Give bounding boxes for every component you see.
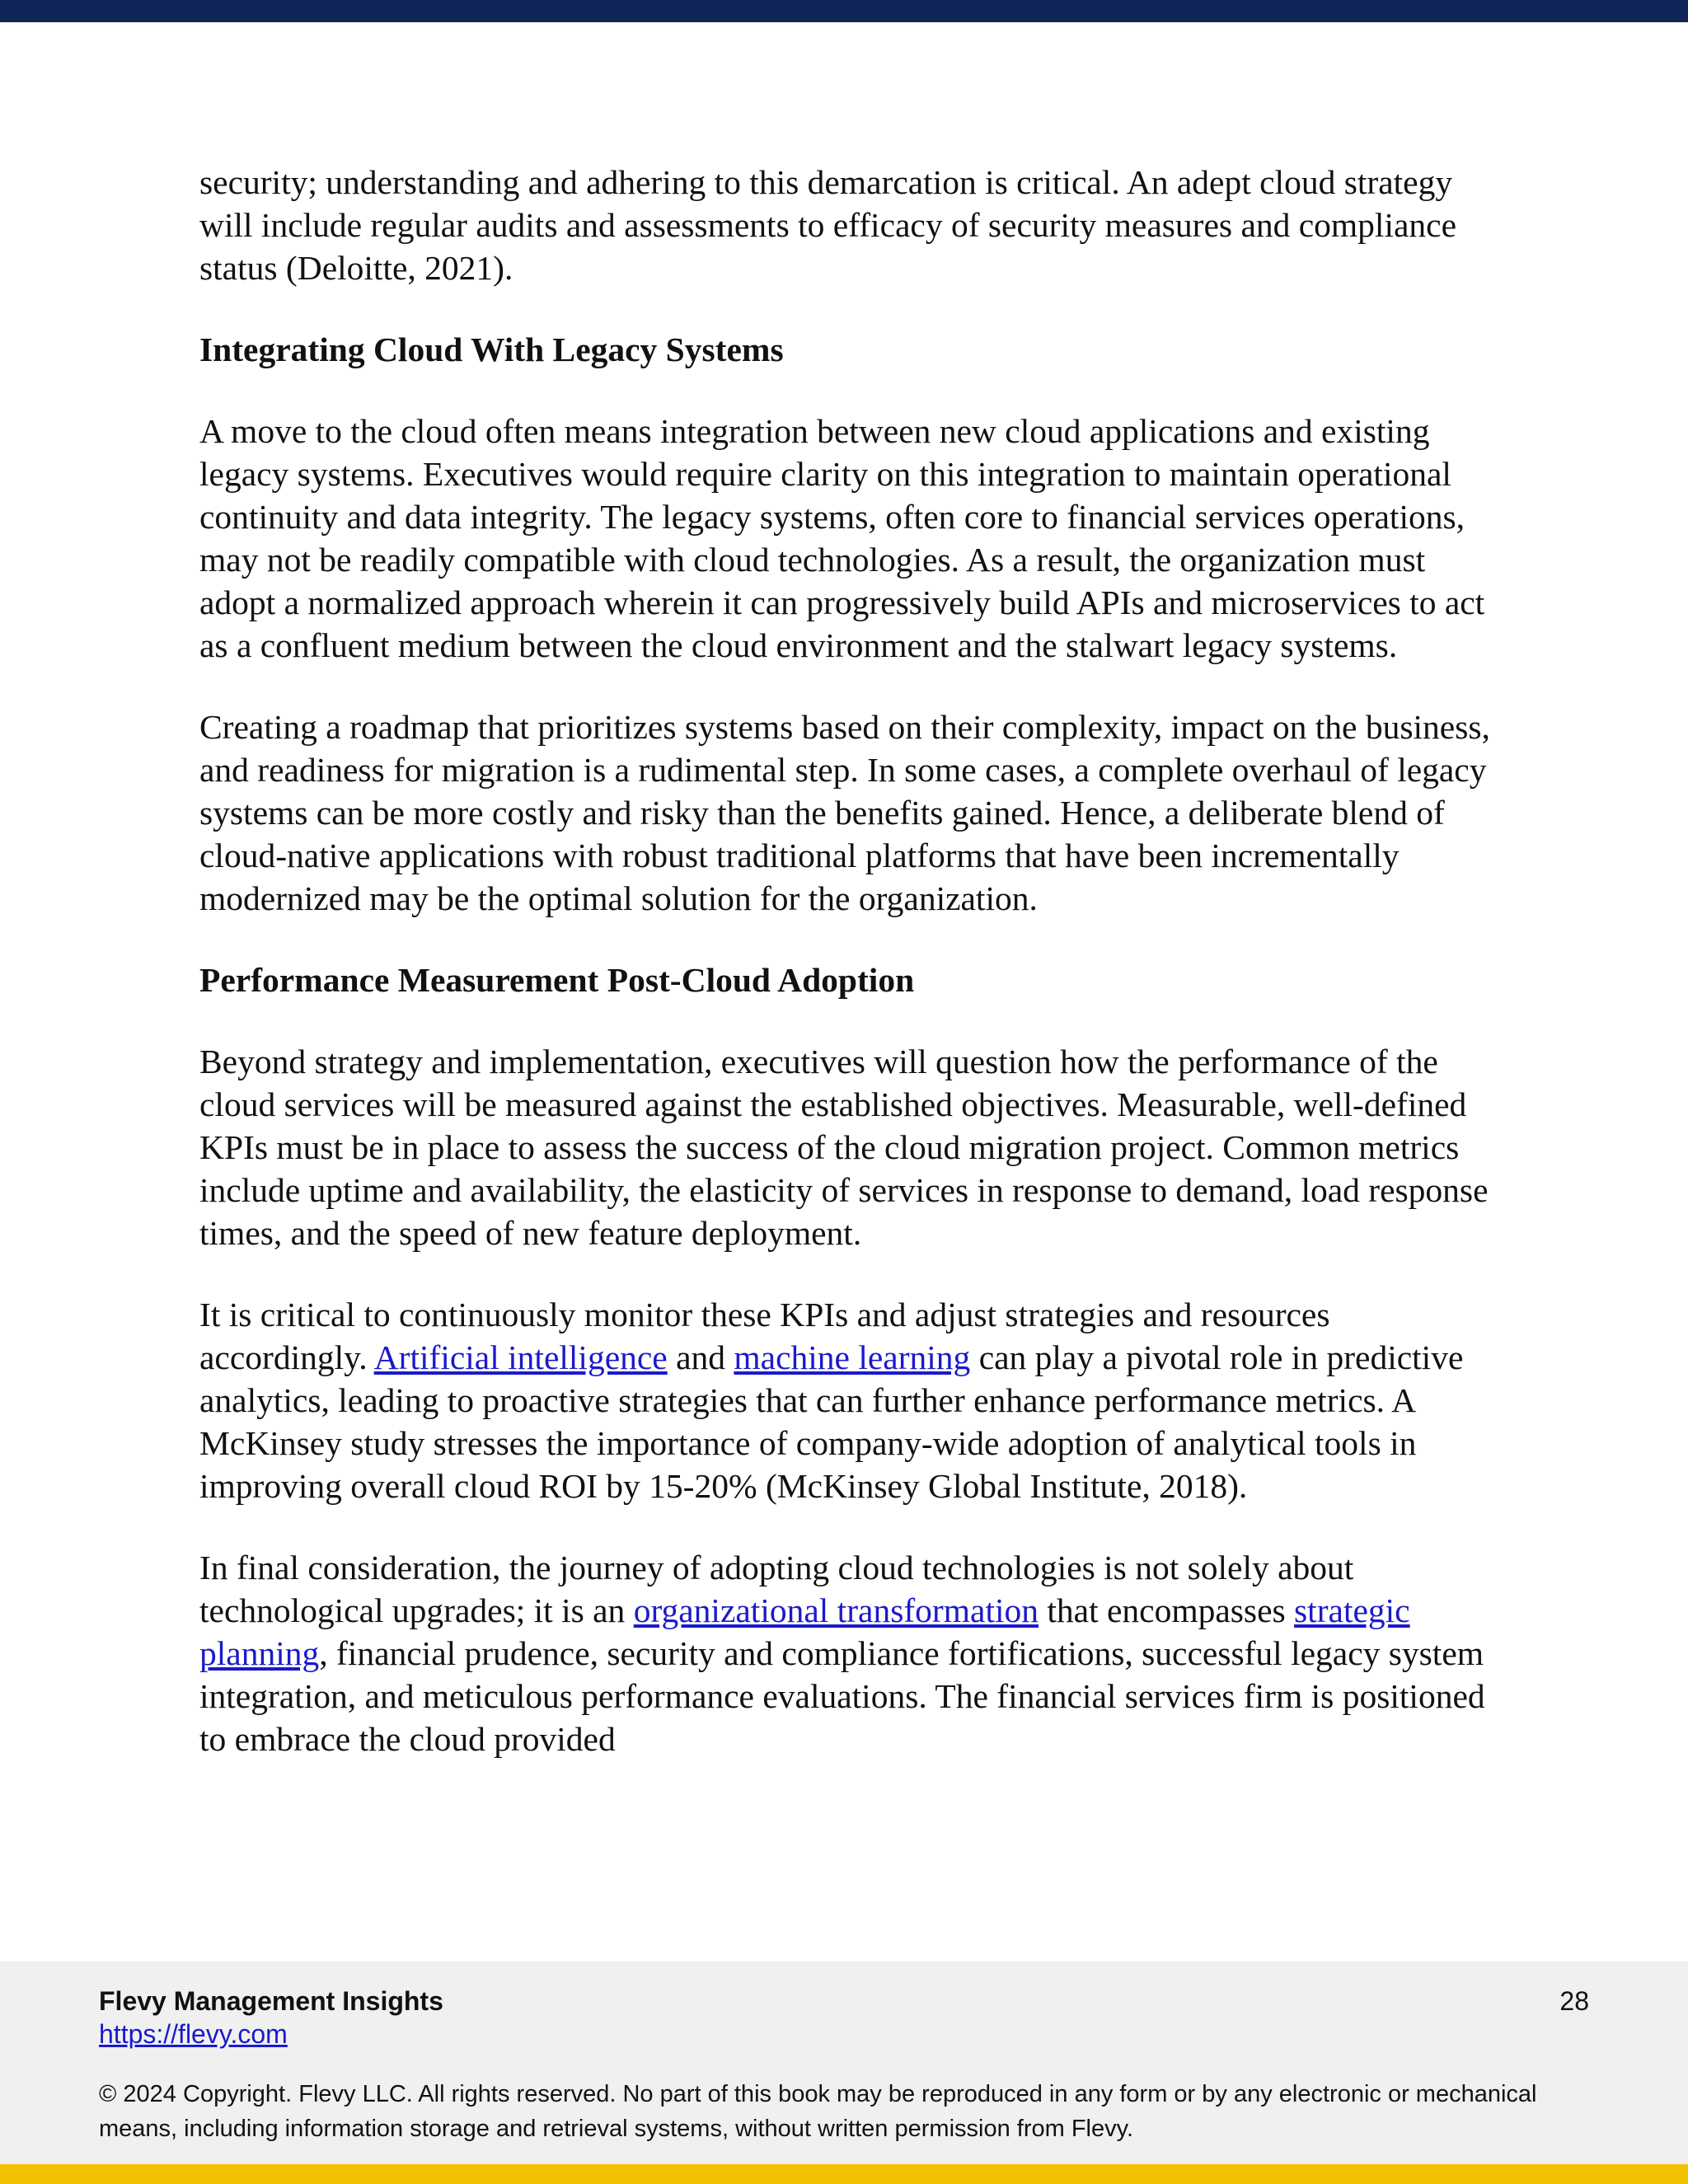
heading-performance-measurement: Performance Measurement Post-Cloud Adoption <box>199 961 915 999</box>
paragraph-security: security; understanding and adhering to this demarcation is critical. An adept cloud strategy will include regular audits and assessments to efficacy of security measures and compliance status (Deloitte, 2021). <box>199 163 1457 287</box>
link-machine-learning[interactable]: machine learning <box>734 1338 971 1376</box>
paragraph-kpis: Beyond strategy and implementation, executives will question how the performance of the cloud services will be measured against the established objectives. Measurable, well-defined KPIs must be in place to assess the success of the cloud migration project. Common metrics include uptime and availability, the elasticity of services in response to demand, load response times, and the speed of new feature deployment. <box>199 1043 1489 1252</box>
text-run: , financial prudence, security and compliance fortifications, successful legacy system integration, and meticulous performance evaluations. The financial services firm is positioned to embrace the cloud provided <box>199 1634 1485 1758</box>
bottom-accent-bar <box>0 2164 1688 2184</box>
paragraph-roadmap: Creating a roadmap that prioritizes systems based on their complexity, impact on the business, and readiness for migration is a rudimental step. In some cases, a complete overhaul of legacy systems can be more costly and risky than the benefits gained. Hence, a deliberate blend of cloud-native applications with robust traditional platforms that have been incrementally modernized may be the optimal solution for the organization. <box>199 708 1490 917</box>
paragraph-legacy-integration: A move to the cloud often means integration between new cloud applications and existing legacy systems. Executives would require clarity on this integration to maintain operational continuity and data integrity. The legacy systems, often core to financial services operations, may not be readily compatible with cloud technologies. As a result, the organization must adopt a normalized approach wherein it can progressively build APIs and microservices to act as a confluent medium between the cloud environment and the stalwart legacy systems. <box>199 412 1485 664</box>
page-content <box>199 161 1502 1799</box>
top-accent-bar <box>0 0 1688 22</box>
paragraph-final-consideration <box>199 1546 1502 1760</box>
page-number: 28 <box>1559 1986 1589 2016</box>
paragraph-monitoring <box>199 1293 1502 1507</box>
link-organizational-transformation[interactable]: organizational transformation <box>633 1591 1039 1629</box>
text-run: It is critical to continuously monitor these KPIs and adjust strategies and resources accordingly. <box>199 1296 1330 1376</box>
page-footer <box>0 1961 1688 2164</box>
footer-copyright: © 2024 Copyright. Flevy LLC. All rights reserved. No part of this book may be reproduced in any form or by any electronic or mechanical means, including information storage and retrieval systems, without written permission from Flevy. <box>99 2081 1537 2142</box>
footer-website-link[interactable]: https://flevy.com <box>99 2019 288 2049</box>
footer-brand: Flevy Management Insights <box>99 1986 443 2016</box>
text-run: that encompasses <box>1039 1591 1295 1629</box>
text-run: In final consideration, the journey of adopting cloud technologies is not solely about technological upgrades; it is an <box>199 1549 1354 1629</box>
heading-integrating-legacy: Integrating Cloud With Legacy Systems <box>199 330 784 368</box>
link-artificial-intelligence[interactable]: Artificial intelligence <box>373 1338 668 1376</box>
link-strategic-planning[interactable]: strategic planning <box>199 1591 1410 1672</box>
text-run: can play a pivotal role in predictive analytics, leading to proactive strategies that can further enhance performance metrics. A McKinsey study stresses the importance of company-wide adoption of analytical tools in improving overall cloud ROI by 15-20% (McKinsey Global Institute, 2018). <box>199 1338 1464 1505</box>
text-run: and <box>667 1338 734 1376</box>
